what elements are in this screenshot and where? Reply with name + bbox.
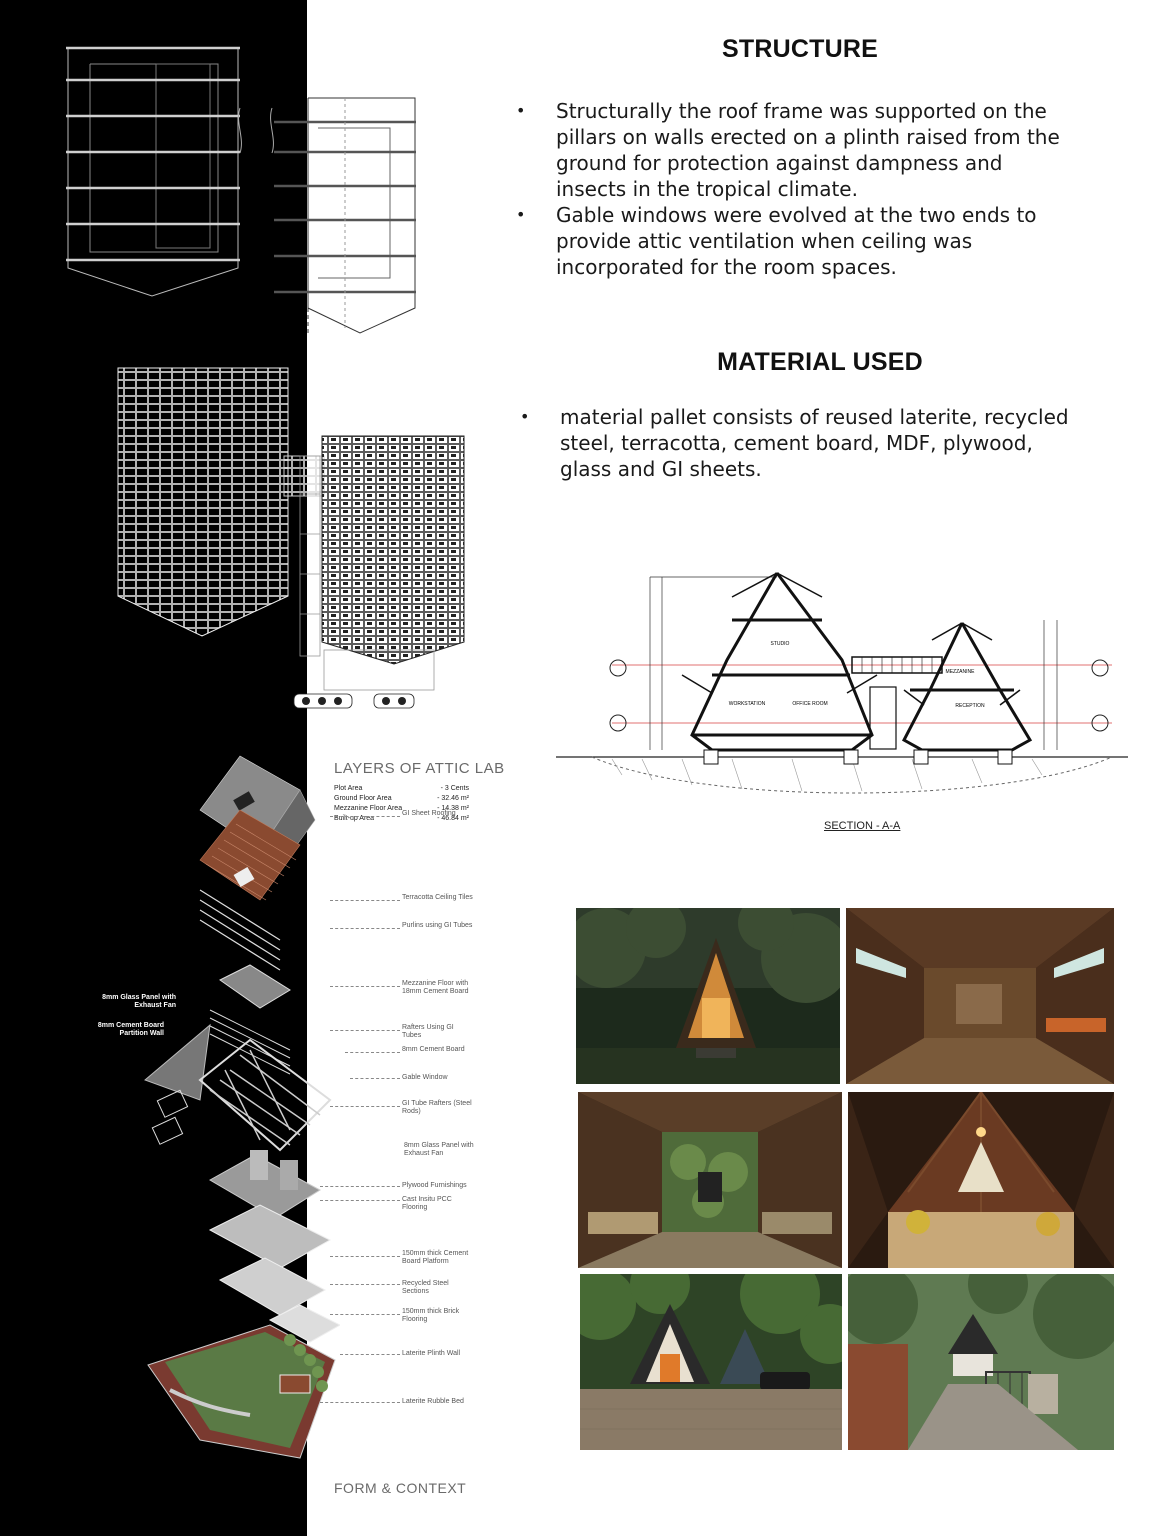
layer-label: GI Sheet Roofing bbox=[402, 810, 456, 817]
layer-label: Laterite Plinth Wall bbox=[402, 1350, 461, 1357]
layer-label: Terracotta Ceiling Tiles bbox=[402, 894, 473, 901]
layer-label: Plywood Furnishings bbox=[402, 1182, 467, 1189]
exterior-courtyard-photo bbox=[580, 1274, 842, 1450]
leader-line bbox=[330, 816, 400, 817]
stat-row: Built-up Area - 46.84 m² bbox=[334, 815, 469, 822]
room-label: WORKSTATION bbox=[728, 701, 766, 707]
structure-bullet: • Structurally the roof frame was supported on the pillars on walls erected on a plinth raised from the ground for protection against dampness and insects in the tropical climate. bbox=[516, 98, 1076, 202]
roof-framing-plan-drawing bbox=[60, 28, 420, 340]
interior-attic-lounge-photo bbox=[848, 1092, 1114, 1268]
leader-line bbox=[330, 1314, 400, 1315]
layer-label: Gable Window bbox=[402, 1074, 448, 1081]
exploded-axonometric-drawing bbox=[140, 750, 340, 1470]
leader-line bbox=[320, 1186, 400, 1187]
roof-tile-plan-drawing bbox=[112, 364, 472, 714]
leader-line bbox=[330, 1256, 400, 1257]
layer-label: 8mm Cement Board bbox=[402, 1046, 465, 1053]
leader-line bbox=[350, 1078, 400, 1079]
layers-title: LAYERS OF ATTIC LAB bbox=[334, 760, 505, 777]
layer-label: 150mm thick Cement Board Platform bbox=[402, 1250, 469, 1265]
section-drawing bbox=[552, 545, 1132, 805]
area-statistics bbox=[334, 784, 469, 824]
room-label: OFFICE ROOM bbox=[792, 701, 828, 707]
layer-label: 150mm thick Brick Flooring bbox=[402, 1308, 460, 1323]
layer-label: Laterite Rubble Bed bbox=[402, 1398, 464, 1405]
entrance-gate-photo bbox=[848, 1274, 1114, 1450]
leader-line bbox=[340, 1354, 400, 1355]
layer-label: Cast Insitu PCC Flooring bbox=[402, 1196, 452, 1211]
layer-label: Purlins using GI Tubes bbox=[402, 922, 473, 929]
layer-label: Mezzanine Floor with 18mm Cement Board bbox=[402, 980, 469, 995]
material-bullet: • material pallet consists of reused laterite, recycled steel, terracotta, cement board, MDF, plywood, glass and GI sheets. bbox=[520, 404, 1080, 482]
exterior-night-photo bbox=[576, 908, 840, 1084]
stat-row: Mezzanine Floor Area - 14.38 m² bbox=[334, 805, 469, 812]
section-caption: SECTION - A-A bbox=[824, 820, 901, 832]
leader-line bbox=[330, 1284, 400, 1285]
leader-line bbox=[320, 1402, 400, 1403]
room-label: STUDIO bbox=[770, 641, 790, 647]
structure-heading: STRUCTURE bbox=[722, 35, 878, 63]
material-heading: MATERIAL USED bbox=[717, 348, 923, 376]
layer-label: Rafters Using GI Tubes bbox=[402, 1024, 454, 1039]
room-label: RECEPTION bbox=[955, 703, 985, 709]
stat-row: Ground Floor Area - 32.46 m² bbox=[334, 795, 469, 802]
leader-line bbox=[320, 1200, 400, 1201]
interior-view-garden-photo bbox=[578, 1092, 842, 1268]
structure-bullet: • Gable windows were evolved at the two ends to provide attic ventilation when ceiling was incorporated for the room spaces. bbox=[516, 202, 1076, 280]
leader-line bbox=[330, 900, 400, 901]
leader-line bbox=[345, 1052, 400, 1053]
stat-row: Plot Area - 3 Cents bbox=[334, 785, 469, 792]
structure-bullet-list bbox=[516, 98, 1076, 280]
material-bullet-list bbox=[520, 404, 1080, 482]
form-context-caption: FORM & CONTEXT bbox=[334, 1480, 467, 1496]
leader-line bbox=[330, 928, 400, 929]
leader-line bbox=[330, 1030, 400, 1031]
leader-line bbox=[330, 986, 400, 987]
leader-line bbox=[330, 1106, 400, 1107]
side-label: 8mm Cement Board Partition Wall bbox=[97, 1022, 164, 1037]
room-label: MEZZANINE bbox=[945, 669, 975, 675]
layer-label: GI Tube Rafters (Steel Rods) bbox=[402, 1100, 472, 1115]
layer-label: 8mm Glass Panel with Exhaust Fan bbox=[404, 1142, 474, 1157]
interior-workspace-photo bbox=[846, 908, 1114, 1084]
layer-label: Recycled Steel Sections bbox=[402, 1280, 449, 1295]
side-label: 8mm Glass Panel with Exhaust Fan bbox=[102, 994, 176, 1009]
